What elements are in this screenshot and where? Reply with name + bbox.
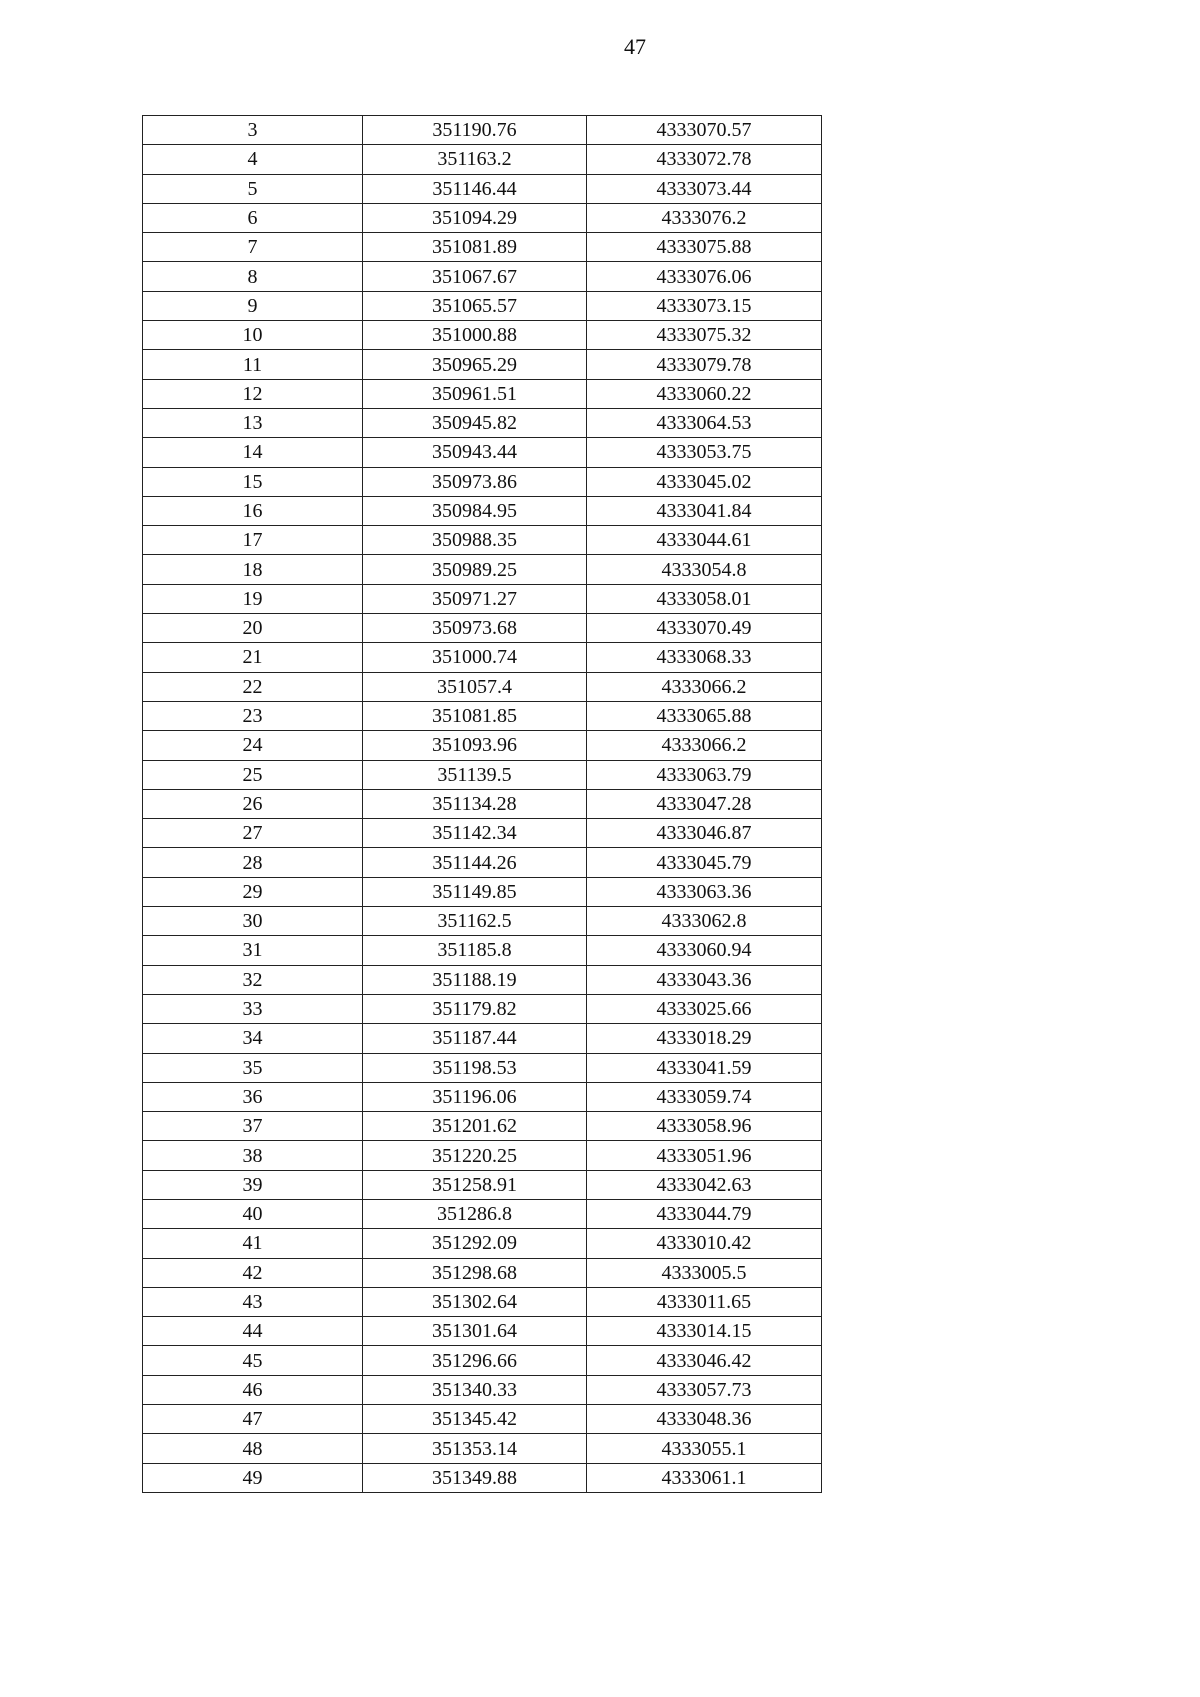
x-coordinate-cell: 351149.85 [363,877,587,906]
table-row [143,467,822,496]
table-row [143,1229,822,1258]
y-coordinate-cell: 4333054.8 [587,555,822,584]
point-number-cell: 37 [143,1112,363,1141]
point-number-cell: 28 [143,848,363,877]
point-number-cell: 32 [143,965,363,994]
table-row [143,731,822,760]
y-coordinate-cell: 4333051.96 [587,1141,822,1170]
y-coordinate-cell: 4333043.36 [587,965,822,994]
x-coordinate-cell: 351340.33 [363,1375,587,1404]
y-coordinate-cell: 4333059.74 [587,1082,822,1111]
table-row [143,1405,822,1434]
y-coordinate-cell: 4333011.65 [587,1287,822,1316]
x-coordinate-cell: 351353.14 [363,1434,587,1463]
x-coordinate-cell: 351302.64 [363,1287,587,1316]
point-number-cell: 20 [143,614,363,643]
table-row [143,643,822,672]
y-coordinate-cell: 4333072.78 [587,145,822,174]
point-number-cell: 16 [143,496,363,525]
point-number-cell: 10 [143,321,363,350]
y-coordinate-cell: 4333048.36 [587,1405,822,1434]
y-coordinate-cell: 4333058.01 [587,584,822,613]
x-coordinate-cell: 351057.4 [363,672,587,701]
y-coordinate-cell: 4333010.42 [587,1229,822,1258]
table-row [143,1199,822,1228]
table-row [143,877,822,906]
point-number-cell: 18 [143,555,363,584]
y-coordinate-cell: 4333045.02 [587,467,822,496]
x-coordinate-cell: 351162.5 [363,907,587,936]
point-number-cell: 15 [143,467,363,496]
x-coordinate-cell: 351081.89 [363,233,587,262]
table-row [143,994,822,1023]
x-coordinate-cell: 351146.44 [363,174,587,203]
x-coordinate-cell: 350988.35 [363,526,587,555]
y-coordinate-cell: 4333063.36 [587,877,822,906]
point-number-cell: 13 [143,408,363,437]
x-coordinate-cell: 351185.8 [363,936,587,965]
table-row [143,1346,822,1375]
table-row [143,233,822,262]
coordinates-table-body [143,116,822,1493]
x-coordinate-cell: 351190.76 [363,116,587,145]
point-number-cell: 12 [143,379,363,408]
x-coordinate-cell: 351142.34 [363,819,587,848]
y-coordinate-cell: 4333061.1 [587,1463,822,1492]
point-number-cell: 14 [143,438,363,467]
point-number-cell: 49 [143,1463,363,1492]
x-coordinate-cell: 350945.82 [363,408,587,437]
y-coordinate-cell: 4333064.53 [587,408,822,437]
page-number: 47 [624,34,646,59]
x-coordinate-cell: 351196.06 [363,1082,587,1111]
x-coordinate-cell: 351258.91 [363,1170,587,1199]
table-row [143,1112,822,1141]
point-number-cell: 47 [143,1405,363,1434]
table-row [143,907,822,936]
x-coordinate-cell: 350989.25 [363,555,587,584]
y-coordinate-cell: 4333045.79 [587,848,822,877]
y-coordinate-cell: 4333042.63 [587,1170,822,1199]
y-coordinate-cell: 4333055.1 [587,1434,822,1463]
x-coordinate-cell: 351187.44 [363,1024,587,1053]
x-coordinate-cell: 351188.19 [363,965,587,994]
point-number-cell: 40 [143,1199,363,1228]
table-row [143,848,822,877]
point-number-cell: 8 [143,262,363,291]
table-row [143,1141,822,1170]
y-coordinate-cell: 4333070.57 [587,116,822,145]
table-row [143,262,822,291]
point-number-cell: 7 [143,233,363,262]
x-coordinate-cell: 351349.88 [363,1463,587,1492]
point-number-cell: 27 [143,819,363,848]
point-number-cell: 42 [143,1258,363,1287]
table-row [143,584,822,613]
x-coordinate-cell: 350971.27 [363,584,587,613]
point-number-cell: 5 [143,174,363,203]
y-coordinate-cell: 4333070.49 [587,614,822,643]
table-row [143,379,822,408]
table-row [143,116,822,145]
x-coordinate-cell: 351000.88 [363,321,587,350]
point-number-cell: 25 [143,760,363,789]
table-row [143,1082,822,1111]
y-coordinate-cell: 4333068.33 [587,643,822,672]
table-row [143,350,822,379]
point-number-cell: 45 [143,1346,363,1375]
table-row [143,672,822,701]
y-coordinate-cell: 4333066.2 [587,672,822,701]
point-number-cell: 21 [143,643,363,672]
x-coordinate-cell: 351093.96 [363,731,587,760]
x-coordinate-cell: 351179.82 [363,994,587,1023]
point-number-cell: 11 [143,350,363,379]
y-coordinate-cell: 4333014.15 [587,1317,822,1346]
table-row [143,701,822,730]
x-coordinate-cell: 350973.68 [363,614,587,643]
table-row [143,291,822,320]
point-number-cell: 34 [143,1024,363,1053]
table-row [143,174,822,203]
point-number-cell: 35 [143,1053,363,1082]
point-number-cell: 29 [143,877,363,906]
point-number-cell: 38 [143,1141,363,1170]
point-number-cell: 48 [143,1434,363,1463]
table-row [143,1317,822,1346]
x-coordinate-cell: 351144.26 [363,848,587,877]
y-coordinate-cell: 4333060.94 [587,936,822,965]
point-number-cell: 41 [143,1229,363,1258]
table-row [143,408,822,437]
table-row [143,1375,822,1404]
table-row [143,789,822,818]
y-coordinate-cell: 4333041.84 [587,496,822,525]
point-number-cell: 44 [143,1317,363,1346]
x-coordinate-cell: 351134.28 [363,789,587,818]
x-coordinate-cell: 351345.42 [363,1405,587,1434]
y-coordinate-cell: 4333046.87 [587,819,822,848]
table-row [143,819,822,848]
y-coordinate-cell: 4333044.61 [587,526,822,555]
y-coordinate-cell: 4333053.75 [587,438,822,467]
point-number-cell: 36 [143,1082,363,1111]
y-coordinate-cell: 4333047.28 [587,789,822,818]
table-row [143,203,822,232]
table-row [143,1258,822,1287]
x-coordinate-cell: 350984.95 [363,496,587,525]
point-number-cell: 30 [143,907,363,936]
table-row [143,614,822,643]
y-coordinate-cell: 4333058.96 [587,1112,822,1141]
y-coordinate-cell: 4333041.59 [587,1053,822,1082]
y-coordinate-cell: 4333060.22 [587,379,822,408]
point-number-cell: 19 [143,584,363,613]
x-coordinate-cell: 351198.53 [363,1053,587,1082]
y-coordinate-cell: 4333075.32 [587,321,822,350]
point-number-cell: 43 [143,1287,363,1316]
x-coordinate-cell: 351139.5 [363,760,587,789]
point-number-cell: 24 [143,731,363,760]
x-coordinate-cell: 351296.66 [363,1346,587,1375]
table-row [143,438,822,467]
point-number-cell: 17 [143,526,363,555]
point-number-cell: 9 [143,291,363,320]
table-row [143,760,822,789]
x-coordinate-cell: 351094.29 [363,203,587,232]
x-coordinate-cell: 351067.67 [363,262,587,291]
x-coordinate-cell: 350961.51 [363,379,587,408]
point-number-cell: 4 [143,145,363,174]
x-coordinate-cell: 351286.8 [363,1199,587,1228]
y-coordinate-cell: 4333066.2 [587,731,822,760]
table-row [143,965,822,994]
table-row [143,555,822,584]
y-coordinate-cell: 4333025.66 [587,994,822,1023]
y-coordinate-cell: 4333018.29 [587,1024,822,1053]
table-row [143,496,822,525]
x-coordinate-cell: 351065.57 [363,291,587,320]
y-coordinate-cell: 4333057.73 [587,1375,822,1404]
point-number-cell: 39 [143,1170,363,1199]
y-coordinate-cell: 4333063.79 [587,760,822,789]
y-coordinate-cell: 4333046.42 [587,1346,822,1375]
y-coordinate-cell: 4333005.5 [587,1258,822,1287]
y-coordinate-cell: 4333079.78 [587,350,822,379]
table-row [143,1287,822,1316]
point-number-cell: 46 [143,1375,363,1404]
table-row [143,145,822,174]
y-coordinate-cell: 4333076.2 [587,203,822,232]
point-number-cell: 22 [143,672,363,701]
y-coordinate-cell: 4333044.79 [587,1199,822,1228]
y-coordinate-cell: 4333075.88 [587,233,822,262]
x-coordinate-cell: 350943.44 [363,438,587,467]
y-coordinate-cell: 4333062.8 [587,907,822,936]
table-row [143,1170,822,1199]
table-row [143,1053,822,1082]
table-row [143,1463,822,1492]
coordinates-table [142,115,822,1493]
table-row [143,936,822,965]
x-coordinate-cell: 350973.86 [363,467,587,496]
x-coordinate-cell: 351081.85 [363,701,587,730]
x-coordinate-cell: 351163.2 [363,145,587,174]
y-coordinate-cell: 4333073.44 [587,174,822,203]
table-row [143,1024,822,1053]
x-coordinate-cell: 351220.25 [363,1141,587,1170]
point-number-cell: 26 [143,789,363,818]
point-number-cell: 33 [143,994,363,1023]
table-row [143,1434,822,1463]
x-coordinate-cell: 351298.68 [363,1258,587,1287]
table-row [143,526,822,555]
point-number-cell: 23 [143,701,363,730]
point-number-cell: 6 [143,203,363,232]
point-number-cell: 3 [143,116,363,145]
y-coordinate-cell: 4333065.88 [587,701,822,730]
x-coordinate-cell: 351292.09 [363,1229,587,1258]
x-coordinate-cell: 350965.29 [363,350,587,379]
table-row [143,321,822,350]
x-coordinate-cell: 351000.74 [363,643,587,672]
y-coordinate-cell: 4333073.15 [587,291,822,320]
x-coordinate-cell: 351301.64 [363,1317,587,1346]
point-number-cell: 31 [143,936,363,965]
x-coordinate-cell: 351201.62 [363,1112,587,1141]
y-coordinate-cell: 4333076.06 [587,262,822,291]
